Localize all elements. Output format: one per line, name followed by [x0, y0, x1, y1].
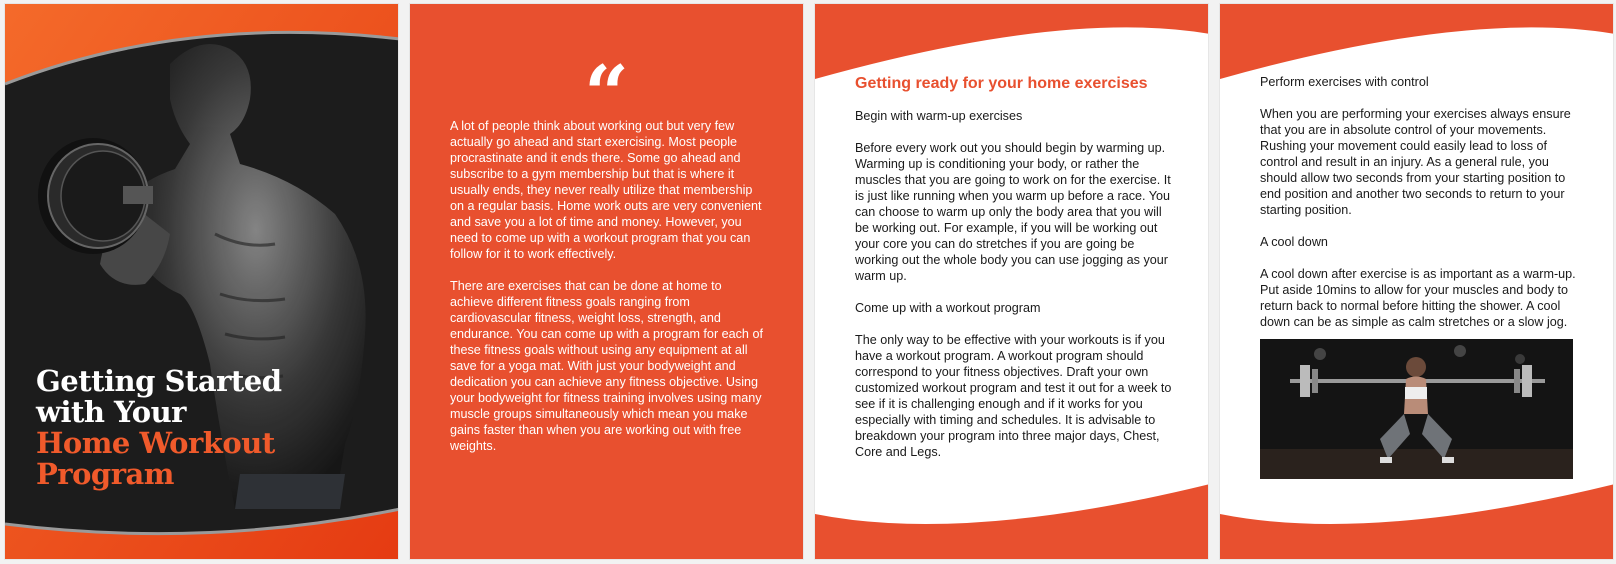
cover-title-line2: with Your — [36, 395, 186, 429]
cover-title — [36, 366, 366, 490]
intro-page — [409, 3, 804, 560]
section-heading: Getting ready for your home exercises — [855, 75, 1148, 92]
weightlifting-photo — [1260, 339, 1573, 479]
page3-content — [855, 74, 1175, 476]
subheading-warmup: Begin with warm-up exercises — [855, 109, 1023, 123]
quote-mark-icon: “ — [584, 49, 629, 140]
intro-paragraph-1: A lot of people think about working out but very few actually go ahead and start exercising. Most people procrastinate and it ends there. Some go ahead and subscribe to a gym membership but that is where it usually ends, they never really utilize that membership on a regular basis. Home work outs are very convenient and save you a lot of time and money. However, you need to come up with a workout program that you can follow for it to work effectively. — [450, 119, 762, 261]
paragraph-control: When you are performing your exercises always ensure that you are in absolute control of your movements. Rushing your movement could easily lead to loss of control and result in an injury. As a general rule, you should allow two seconds from your starting position to end position and another two seconds to return to your starting position. — [1260, 107, 1571, 217]
subheading-program: Come up with a workout program — [855, 301, 1041, 315]
content-page-4 — [1219, 3, 1614, 560]
paragraph-warmup: Before every work out you should begin by warming up. Warming up is conditioning your body, or rather the muscles that you are going to work on for the exercise. It is just like running when you warm up before a race. You can choose to warm up only the body area that you will be working out. For example, if you will be working out your core you can do stretches if you are going be working out the whole body you can use jogging as your warm up. — [855, 141, 1171, 283]
content-page-3 — [814, 3, 1209, 560]
paragraph-cooldown: A cool down after exercise is as important as a warm-up. Put aside 10mins to allow for your muscles and body to return back to normal before hitting the shower. A cool down can be as simple as calm stretches or a slow jog. — [1260, 267, 1576, 329]
cover-title-line4: Program — [36, 457, 174, 491]
cover-title-line1: Getting Started — [36, 364, 282, 398]
subheading-control: Perform exercises with control — [1260, 75, 1429, 89]
paragraph-program: The only way to be effective with your workouts is if you have a workout program. A workout program should correspond to your fitness objectives. Draft your own customized workout program and test it out for a week to see if it is challenging enough and if it works for you especially with timing and schedules. It is advisable to breakdown your program into three major days, Chest, Core and Legs. — [855, 333, 1172, 459]
page4-content — [1260, 74, 1580, 479]
cover-title-line3: Home Workout — [36, 426, 275, 460]
intro-text — [450, 118, 768, 470]
intro-paragraph-2: There are exercises that can be done at home to achieve different fitness goals ranging from cardiovascular fitness, weight loss, strength, and endurance. You can come up with a program for each of these fitness goals without using any equipment at all save for a yoga mat. With just your bodyweight and dedication you can achieve any fitness objective. Using your bodyweight for fitness training involves using many muscle groups simultaneously which mean you make gains faster than when you are working out with free weights. — [450, 279, 763, 453]
subheading-cooldown: A cool down — [1260, 235, 1328, 249]
cover-page — [4, 3, 399, 560]
